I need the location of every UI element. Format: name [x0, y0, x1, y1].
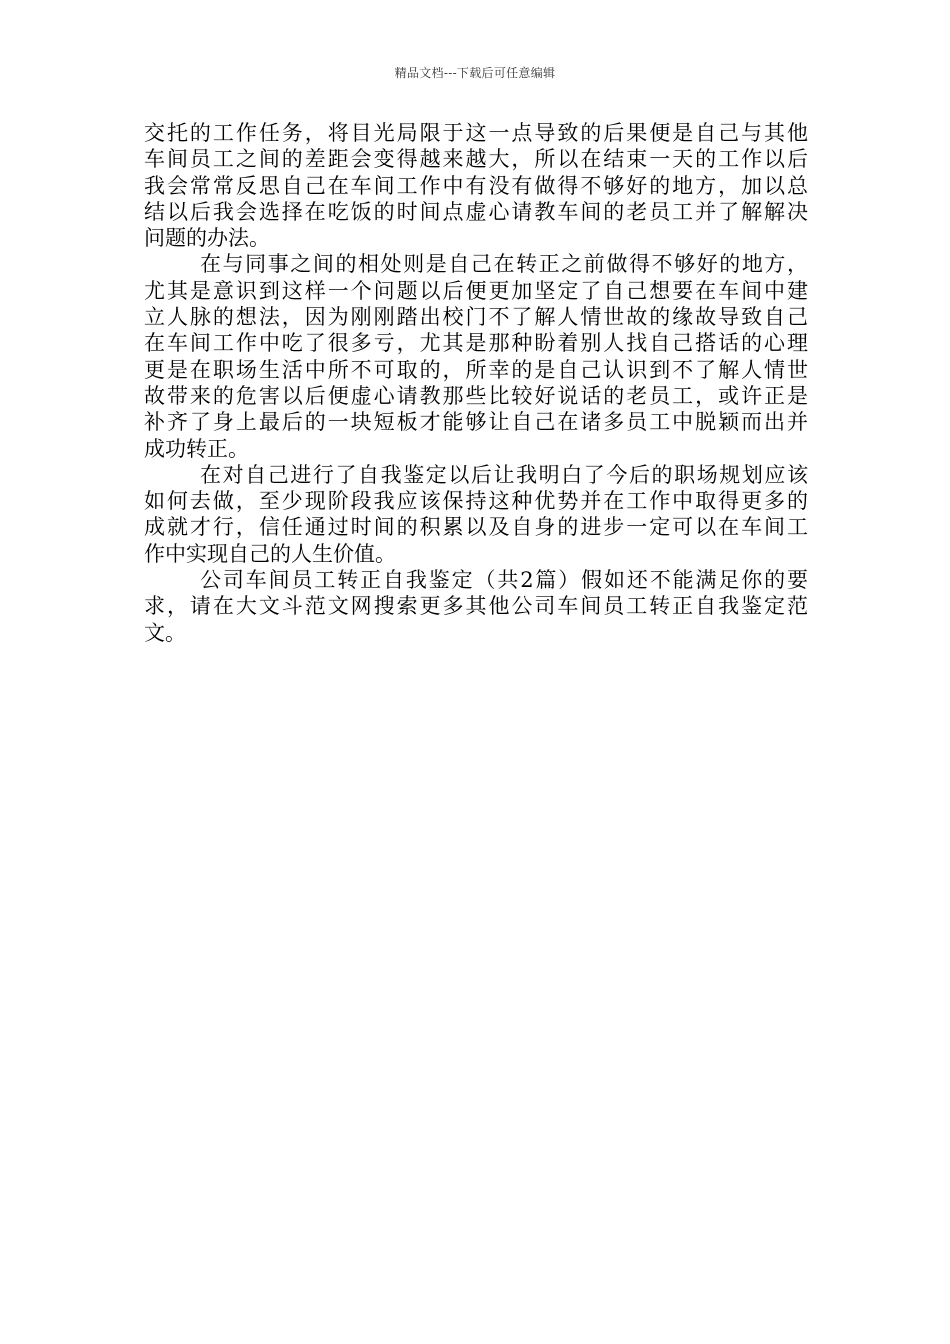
text-line: 车间员工之间的差距会变得越来越大，所以在结束一天的工作以后: [144, 147, 808, 172]
paragraph-1: [144, 120, 808, 251]
paragraph-4: [144, 567, 808, 646]
text-line: 公司车间员工转正自我鉴定（共2篇）假如还不能满足你的要: [200, 568, 808, 593]
paragraph-3: [144, 462, 808, 567]
text-line: 在对自己进行了自我鉴定以后让我明白了今后的职场规划应该: [200, 462, 808, 487]
text-line: 问题的办法。: [144, 226, 270, 251]
text-line: 补齐了身上最后的一块短板才能够让自己在诸多员工中脱颖而出并: [144, 410, 808, 435]
text-line: 交托的工作任务，将目光局限于这一点导致的后果便是自己与其他: [144, 121, 808, 145]
text-line: 作中实现自己的人生价值。: [144, 541, 396, 566]
text-line: 故带来的危害以后便虚心请教那些比较好说话的老员工，或许正是: [144, 383, 808, 408]
paragraph-2: [144, 251, 808, 461]
text-line: 更是在职场生活中所不可取的，所幸的是自己认识到不了解人情世: [144, 357, 808, 382]
text-line: 尤其是意识到这样一个问题以后便更加坚定了自己想要在车间中建: [144, 278, 808, 303]
text-line: 立人脉的想法，因为刚刚踏出校门不了解人情世故的缘故导致自己: [144, 305, 808, 330]
page-header: 精品文档---下载后可任意编辑: [394, 66, 556, 80]
document-body: [144, 120, 808, 646]
text-line: 在车间工作中吃了很多亏，尤其是那种盼着别人找自己搭话的心理: [144, 331, 808, 356]
text-line: 求，请在大文斗范文网搜索更多其他公司车间员工转正自我鉴定范: [144, 594, 808, 619]
text-line: 成就才行，信任通过时间的积累以及自身的进步一定可以在车间工: [144, 515, 808, 540]
text-line: 我会常常反思自己在车间工作中有没有做得不够好的地方，加以总: [144, 173, 808, 198]
text-line: 文。: [144, 620, 186, 645]
text-line: 结以后我会选择在吃饭的时间点虚心请教车间的老员工并了解解决: [144, 199, 808, 224]
text-line: 成功转正。: [144, 436, 249, 461]
text-line: 如何去做，至少现阶段我应该保持这种优势并在工作中取得更多的: [144, 489, 808, 514]
text-line: 在与同事之间的相处则是自己在转正之前做得不够好的地方，: [200, 252, 808, 277]
